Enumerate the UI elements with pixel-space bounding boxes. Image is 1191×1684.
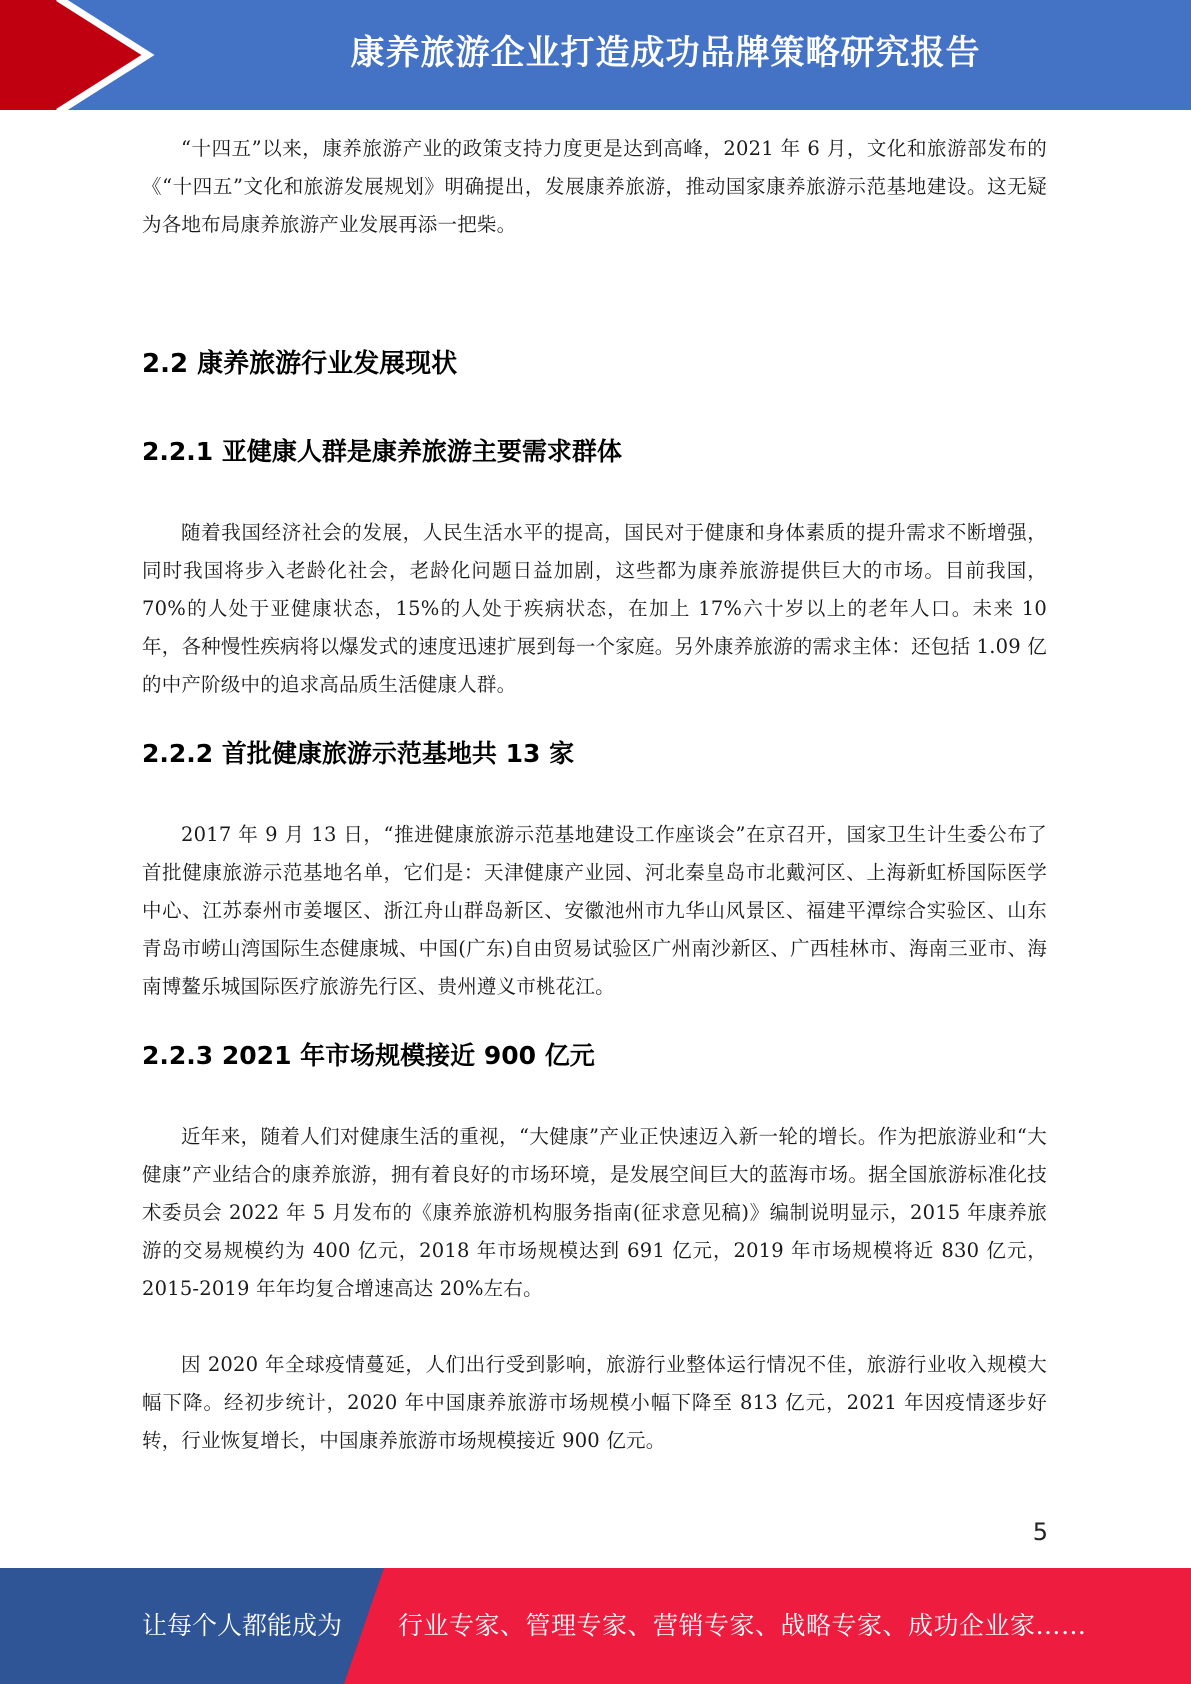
page-content — [142, 130, 1047, 1460]
subsection-heading: 2.2.3 2021 年市场规模接近 900 亿元 — [142, 1041, 595, 1070]
page-header — [0, 0, 1191, 110]
page-footer — [0, 1568, 1191, 1684]
subsection-heading: 2.2.2 首批健康旅游示范基地共 13 家 — [142, 739, 575, 768]
footer-slogan-right: 行业专家、管理专家、营销专家、战略专家、成功企业家…… — [398, 1611, 1087, 1640]
page-number: 5 — [1032, 1518, 1048, 1546]
paragraph: 近年来，随着人们对健康生活的重视，“大健康”产业正快速迈入新一轮的增长。作为把旅游业和“大健康”产业结合的康养旅游，拥有着良好的市场环境，是发展空间巨大的蓝海市场。据全国旅游标准化技术委员会 2022 年 5 月发布的《康养旅游机构服务指南(征求意见稿)》编制说明显示，2015 年康养旅游的交易规模约为 400 亿元，2018 年市场规模达到 691 亿元，2019 年市场规模将近 830 亿元，2015-2019 年年均复合增速高达 20%左右。 — [142, 1125, 1047, 1300]
paragraph: 随着我国经济社会的发展，人民生活水平的提高，国民对于健康和身体素质的提升需求不断增强，同时我国将步入老龄化社会，老龄化问题日益加剧，这些都为康养旅游提供巨大的市场。目前我国，70%的人处于亚健康状态，15%的人处于疾病状态，在加上 17%六十岁以上的老年人口。未来 10 年，各种慢性疾病将以爆发式的速度迅速扩展到每一个家庭。另外康养旅游的需求主体：还包括 1.09 亿的中产阶级中的追求高品质生活健康人群。 — [142, 521, 1047, 696]
report-title: 康养旅游企业打造成功品牌策略研究报告 — [350, 33, 981, 73]
section-heading: 2.2 康养旅游行业发展现状 — [142, 349, 458, 379]
header-arrow-decoration — [0, 0, 160, 110]
subsection-heading: 2.2.1 亚健康人群是康养旅游主要需求群体 — [142, 437, 622, 466]
paragraph: 因 2020 年全球疫情蔓延，人们出行受到影响，旅游行业整体运行情况不佳，旅游行业收入规模大幅下降。经初步统计，2020 年中国康养旅游市场规模小幅下降至 813 亿元，2021 年因疫情逐步好转，行业恢复增长，中国康养旅游市场规模接近 900 亿元。 — [142, 1353, 1047, 1452]
intro-paragraph: “十四五”以来，康养旅游产业的政策支持力度更是达到高峰，2021 年 6 月，文化和旅游部发布的《“十四五”文化和旅游发展规划》明确提出，发展康养旅游，推动国家康养旅游示范基地建设。这无疑为各地布局康养旅游产业发展再添一把柴。 — [142, 137, 1047, 236]
paragraph: 2017 年 9 月 13 日，“推进健康旅游示范基地建设工作座谈会”在京召开，国家卫生计生委公布了首批健康旅游示范基地名单，它们是：天津健康产业园、河北秦皇岛市北戴河区、上海新虹桥国际医学中心、江苏泰州市姜堰区、浙江舟山群岛新区、安徽池州市九华山风景区、福建平潭综合实验区、山东青岛市崂山湾国际生态健康城、中国(广东)自由贸易试验区广州南沙新区、广西桂林市、海南三亚市、海南博鳌乐城国际医疗旅游先行区、贵州遵义市桃花江。 — [142, 823, 1047, 998]
footer-slogan-left: 让每个人都能成为 — [142, 1611, 343, 1640]
